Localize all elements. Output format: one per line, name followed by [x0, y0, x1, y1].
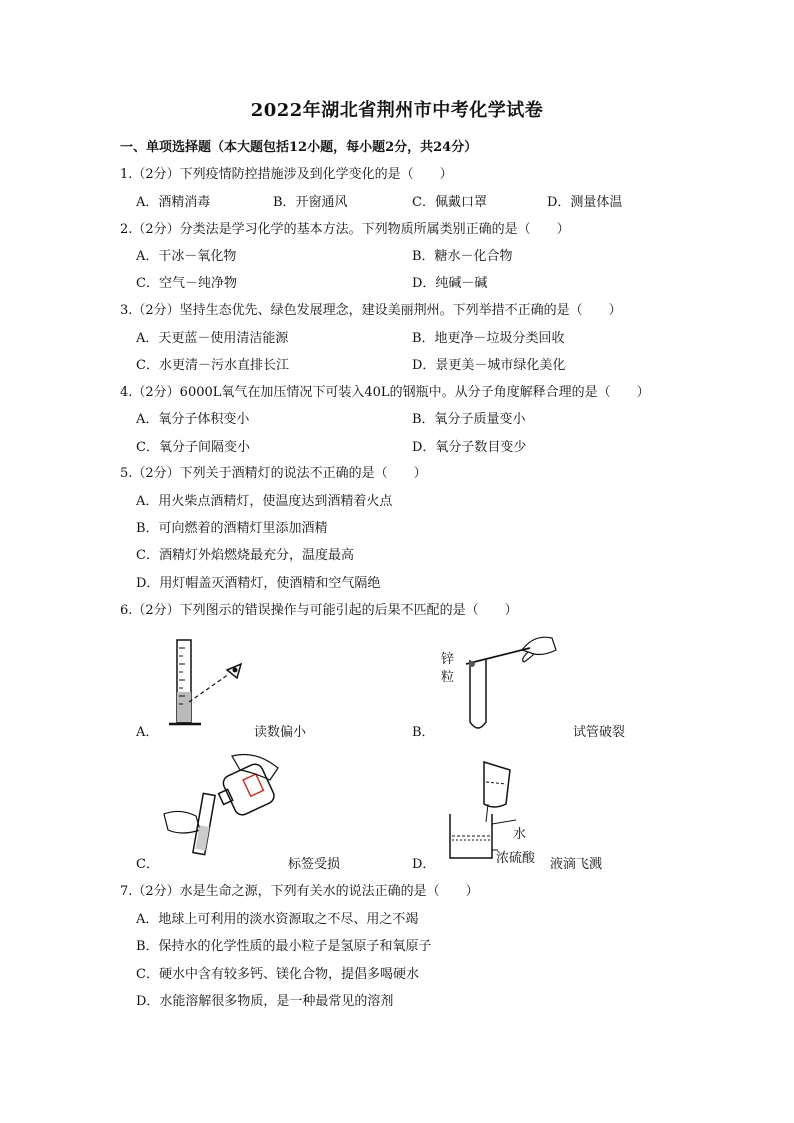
acid-label: 浓硫酸 [496, 851, 536, 866]
q3-option-d: D．景更美－城市绿化美化 [412, 358, 566, 373]
question-3-stem: 3.（2分）坚持生态优先、绿色发展理念，建设美丽荆州。下列举措不正确的是（ ） [120, 303, 622, 318]
q3-option-a: A．天更蓝－使用清洁能源 [136, 331, 289, 346]
q5-option-d: D．用灯帽盖灭酒精灯，使酒精和空气隔绝 [136, 576, 381, 591]
q1-option-b: B．开窗通风 [273, 195, 348, 210]
pouring-bottle-figure [160, 750, 286, 862]
page-title: 2022年湖北省荆州市中考化学试卷 [250, 100, 544, 121]
q6-option-b: B． [412, 725, 435, 740]
q6-caption-b: 试管破裂 [573, 725, 626, 740]
graduated-cylinder-figure [165, 636, 255, 732]
q3-option-b: B．地更净－垃圾分类回收 [412, 331, 565, 346]
q6-caption-a: 读数偏小 [254, 725, 307, 740]
q6-option-d: D． [412, 857, 436, 872]
q7-option-c: C．硬水中含有较多钙、镁化合物，提倡多喝硬水 [136, 967, 419, 982]
q5-option-a: A．用火柴点酒精灯，使温度达到酒精着火点 [136, 494, 393, 509]
q6-caption-c: 标签受损 [288, 857, 341, 872]
question-5-stem: 5.（2分）下列关于酒精灯的说法不正确的是（ ） [120, 466, 427, 481]
q2-option-d: D．纯碱－碱 [412, 276, 488, 291]
question-2-stem: 2.（2分）分类法是学习化学的基本方法。下列物质所属类别正确的是（ ） [120, 222, 570, 237]
q7-option-d: D．水能溶解很多物质，是一种最常见的溶剂 [136, 994, 394, 1009]
q2-option-c: C．空气－纯净物 [136, 276, 237, 291]
q4-option-a: A．氧分子体积变小 [136, 412, 250, 427]
q2-option-a: A．干冰－氧化物 [136, 249, 237, 264]
q1-option-d: D．测量体温 [547, 195, 623, 210]
question-1-stem: 1.（2分）下列疫情防控措施涉及到化学变化的是（ ） [120, 167, 453, 182]
q4-option-d: D．氧分子数目变少 [412, 440, 527, 455]
q7-option-b: B．保持水的化学性质的最小粒子是氢原子和氧原子 [136, 939, 432, 954]
q3-option-c: C．水更清－污水直排长江 [136, 358, 289, 373]
question-4-stem: 4.（2分）6000L氧气在加压情况下可装入40L的钢瓶中。从分子角度解释合理的是（ ） [120, 385, 650, 400]
question-7-stem: 7.（2分）水是生命之源，下列有关水的说法正确的是（ ） [120, 884, 479, 899]
q4-option-b: B．氧分子质量变小 [412, 412, 526, 427]
q1-option-a: A．酒精消毒 [136, 195, 211, 210]
q4-option-c: C．氧分子间隔变小 [136, 440, 250, 455]
test-tube-zinc-figure [460, 630, 560, 736]
q6-option-c: C． [136, 857, 159, 872]
q6-caption-d: 液滴飞溅 [550, 857, 603, 872]
q1-option-c: C．佩戴口罩 [412, 195, 487, 210]
q6-option-a: A． [136, 725, 159, 740]
section-title: 一、单项选择题（本大题包括12小题，每小题2分，共24分） [120, 140, 478, 155]
q5-option-b: B．可向燃着的酒精灯里添加酒精 [136, 521, 328, 536]
q7-option-a: A．地球上可利用的淡水资源取之不尽、用之不竭 [136, 912, 419, 927]
question-6-stem: 6.（2分）下列图示的错误操作与可能引起的后果不匹配的是（ ） [120, 603, 518, 618]
zinc-label-1: 锌 [441, 652, 455, 667]
q5-option-c: C．酒精灯外焰燃烧最充分，温度最高 [136, 548, 354, 563]
zinc-label-2: 粒 [441, 670, 455, 685]
water-label: 水 [513, 827, 527, 842]
q2-option-b: B．糖水－化合物 [412, 249, 513, 264]
